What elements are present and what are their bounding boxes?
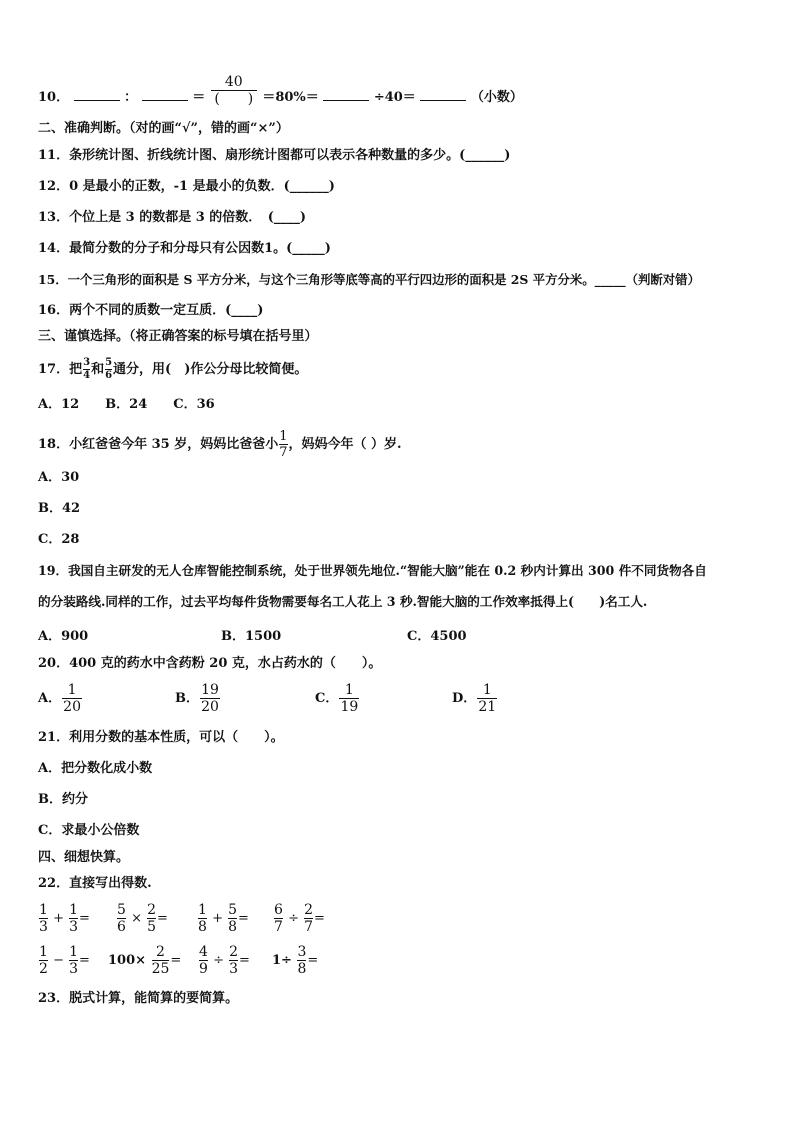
- q17-suffix: 通分，用( )作公分母比较简便。: [113, 362, 308, 377]
- equals: =: [170, 953, 182, 968]
- q20-option-d[interactable]: [452, 683, 498, 714]
- fraction: [69, 945, 78, 976]
- fraction-numerator: 1: [69, 944, 79, 960]
- section-2-heading: 二、准确判断。（对的画“√”，错的画“×”）: [38, 121, 289, 136]
- q18-option-c[interactable]: C．28: [38, 532, 80, 547]
- fraction-numerator: 40: [224, 74, 243, 90]
- fraction-denominator: 20: [63, 699, 81, 715]
- fraction-denominator[interactable]: ( ): [214, 91, 254, 107]
- fraction-numerator: 3: [83, 357, 91, 368]
- answer-blank[interactable]: [74, 87, 120, 101]
- fraction-3-4: [83, 358, 90, 381]
- fraction: [198, 903, 207, 934]
- option-fraction: [200, 683, 220, 714]
- fraction-denominator: 19: [340, 699, 359, 715]
- fraction-numerator: 1: [279, 429, 288, 444]
- fraction: [297, 945, 306, 976]
- question-20: 20．400 克的药水中含药粉 20 克，水占药水的（ ）。: [38, 656, 382, 671]
- calc-item: [116, 903, 168, 934]
- q10-colon: ：: [124, 90, 138, 105]
- operator: ÷: [288, 911, 299, 926]
- fraction-denominator: 3: [69, 961, 79, 977]
- question-23: 23．脱式计算，能简算的要简算。: [38, 991, 239, 1006]
- fraction-denominator: 2: [39, 961, 48, 977]
- q17-prefix: 17．把: [38, 362, 83, 377]
- q10-fraction: [211, 75, 257, 106]
- fraction-numerator: 1: [39, 902, 48, 918]
- q18-suffix: ，妈妈今年（ ）岁.: [288, 437, 402, 452]
- q19-option-a[interactable]: A．900: [38, 629, 89, 644]
- fraction-numerator: 6: [274, 902, 283, 918]
- operand-prefix: 1÷: [272, 953, 292, 968]
- answer-blank[interactable]: [323, 87, 369, 101]
- question-12: 12．0 是最小的正数，-1 是最小的负数．(______): [38, 179, 335, 194]
- fraction: [117, 903, 126, 934]
- fraction-numerator: 1: [69, 902, 79, 918]
- fraction: [39, 945, 48, 976]
- fraction-denominator: 20: [201, 699, 219, 715]
- equals: =: [79, 911, 90, 926]
- q10-equals: ＝: [192, 90, 206, 105]
- q10-note: （小数）: [470, 90, 523, 105]
- option-label: B．: [175, 691, 199, 706]
- question-22: 22．直接写出得数.: [38, 876, 152, 891]
- q21-option-c[interactable]: C．求最小公倍数: [38, 823, 140, 838]
- question-19-line-1: 19．我国自主研发的无人仓库智能控制系统，处于世界领先地位.“智能大脑”能在 0.2 秒内计算出 300 件不同货物各自: [38, 563, 707, 578]
- fraction-denominator: 21: [478, 699, 497, 715]
- calc-item: [108, 945, 181, 976]
- fraction-numerator: 2: [147, 902, 157, 918]
- answer-blank[interactable]: [142, 87, 188, 101]
- fraction-denominator: 7: [304, 919, 314, 935]
- q21-option-a[interactable]: A．把分数化成小数: [38, 761, 153, 776]
- fraction-numerator: 1: [67, 682, 77, 698]
- fraction: [229, 945, 238, 976]
- question-15: 15．一个三角形的面积是 S 平方分米，与这个三角形等底等高的平行四边形的面积是 2S 平方分米。_____（判断对错）: [38, 272, 700, 287]
- question-19-line-2: 的分装路线.同样的工作，过去平均每件货物需要每名工人花上 3 秒.智能大脑的工作效率抵得上( )名工人.: [38, 594, 648, 609]
- q10-number: 10．: [38, 90, 70, 105]
- fraction-numerator: 2: [304, 902, 314, 918]
- question-16: 16．两个不同的质数一定互质．(____): [38, 303, 264, 318]
- q18-option-a[interactable]: A．30: [38, 470, 80, 485]
- fraction-numerator: 5: [117, 902, 126, 918]
- fraction: [152, 945, 170, 976]
- fraction-denominator: 6: [105, 370, 113, 381]
- option-label: A．: [38, 691, 62, 706]
- equals: =: [238, 911, 249, 926]
- fraction-denominator: 9: [199, 961, 208, 977]
- fraction-1-7: [279, 430, 287, 459]
- q20-option-b[interactable]: [175, 683, 221, 714]
- fraction-denominator: 3: [69, 919, 79, 935]
- option-fraction: [62, 683, 82, 714]
- fraction-denominator: 4: [83, 370, 91, 381]
- fraction-denominator: 5: [147, 919, 157, 935]
- fraction-denominator: 3: [39, 919, 48, 935]
- q19-option-c[interactable]: C．4500: [407, 629, 467, 644]
- calc-item: [198, 945, 250, 976]
- fraction-numerator: 19: [201, 682, 219, 698]
- fraction-numerator: 1: [39, 944, 48, 960]
- question-21: 21．利用分数的基本性质，可以（ ）。: [38, 730, 284, 745]
- q20-option-c[interactable]: [315, 683, 360, 714]
- fraction: [147, 903, 156, 934]
- option-fraction: [477, 683, 497, 714]
- q18-option-b[interactable]: B．42: [38, 501, 81, 516]
- fraction-denominator: 8: [198, 919, 207, 935]
- calc-item: [273, 903, 325, 934]
- operator: ÷: [213, 953, 224, 968]
- q17-and: 和: [91, 362, 105, 377]
- fraction-denominator: 6: [117, 919, 126, 935]
- fraction-numerator: 1: [344, 682, 354, 698]
- fraction-denominator: 8: [228, 919, 238, 935]
- question-13: 13．个位上是 3 的数都是 3 的倍数． (____): [38, 210, 307, 225]
- operator: +: [53, 911, 64, 926]
- option-label: D．: [452, 691, 477, 706]
- calc-item: [38, 903, 90, 934]
- option-label: C．: [315, 691, 339, 706]
- calc-item: [197, 903, 249, 934]
- fraction-denominator: 7: [274, 919, 283, 935]
- calc-item: [38, 945, 90, 976]
- question-11: 11．条形统计图、折线统计图、扇形统计图都可以表示各种数量的多少。(______): [38, 148, 511, 163]
- question-18: [38, 430, 402, 459]
- fraction: [304, 903, 313, 934]
- q20-option-a[interactable]: [38, 683, 83, 714]
- fraction-numerator: 5: [228, 902, 238, 918]
- operator: +: [212, 911, 223, 926]
- fraction-numerator: 1: [482, 682, 492, 698]
- section-4-heading: 四、细想快算。: [38, 850, 130, 865]
- operand-prefix: 100×: [108, 953, 147, 968]
- fraction-numerator: 4: [199, 944, 208, 960]
- option-fraction: [339, 683, 359, 714]
- q10-percent: ＝80%＝: [262, 90, 319, 105]
- fraction-denominator: 8: [297, 961, 307, 977]
- calc-item: [272, 945, 318, 976]
- fraction-numerator: 5: [105, 357, 113, 368]
- fraction: [199, 945, 208, 976]
- operator: ×: [131, 911, 142, 926]
- fraction-denominator: 3: [229, 961, 239, 977]
- q18-prefix: 18．小红爸爸今年 35 岁，妈妈比爸爸小: [38, 437, 279, 452]
- q19-option-b[interactable]: B．1500: [221, 629, 282, 644]
- section-3-heading: 三、谨慎选择。（将正确答案的标号填在括号里）: [38, 329, 318, 344]
- question-10: [38, 74, 523, 107]
- fraction-denominator: 25: [151, 961, 170, 977]
- equals: =: [314, 911, 325, 926]
- fraction-denominator: 7: [279, 445, 288, 460]
- operator: −: [53, 953, 64, 968]
- fraction-5-6: [105, 358, 112, 381]
- question-17-options[interactable]: A．12 B．24 C．36: [38, 397, 215, 412]
- q21-option-b[interactable]: B．约分: [38, 792, 88, 807]
- question-14: 14．最简分数的分子和分母只有公因数1。(_____): [38, 241, 331, 256]
- fraction-numerator: 1: [198, 902, 207, 918]
- fraction: [228, 903, 237, 934]
- equals: =: [79, 953, 90, 968]
- fraction-numerator: 2: [156, 944, 165, 960]
- q10-divide: ÷40＝: [373, 90, 416, 105]
- question-17: [38, 358, 307, 381]
- equals: =: [157, 911, 168, 926]
- equals: =: [307, 953, 319, 968]
- answer-blank[interactable]: [420, 87, 466, 101]
- fraction: [69, 903, 78, 934]
- equals: =: [239, 953, 250, 968]
- fraction-numerator: 3: [297, 944, 307, 960]
- fraction: [39, 903, 48, 934]
- fraction: [274, 903, 283, 934]
- fraction-numerator: 2: [229, 944, 239, 960]
